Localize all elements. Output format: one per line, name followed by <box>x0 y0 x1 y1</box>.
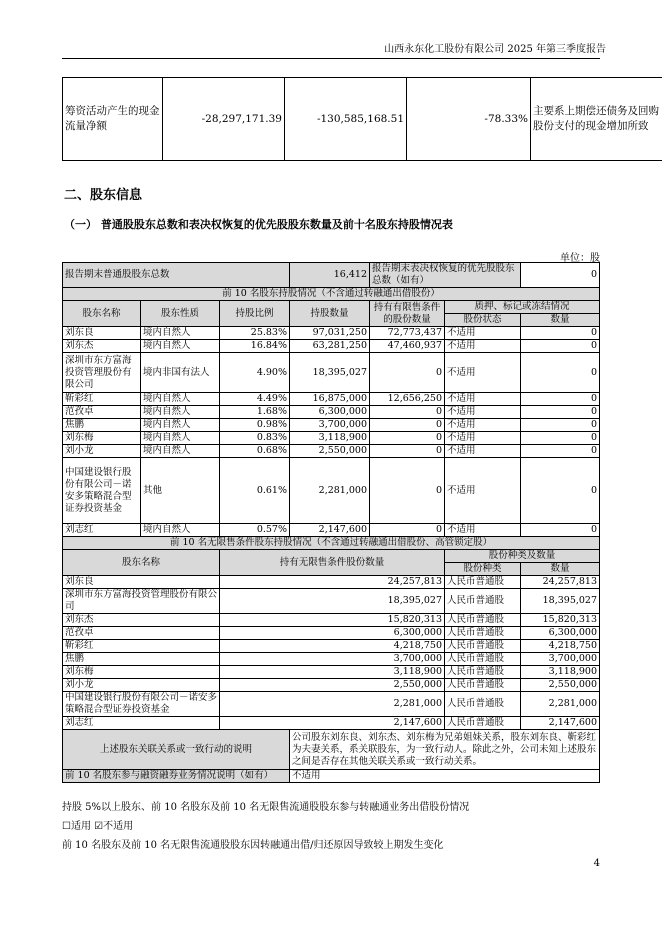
shareholder-nature: 境内自然人 <box>141 327 220 340</box>
shareholder-table <box>62 262 600 783</box>
shareholder-row <box>63 458 600 524</box>
relation-label: 上述股东关联关系或一致行动的说明 <box>63 730 290 770</box>
shareholder-restricted: 0 <box>370 458 445 524</box>
shareholder-restricted: 0 <box>370 406 445 419</box>
unrestricted-name: 靳彩红 <box>63 640 220 653</box>
unrestricted-qty: 15,820,313 <box>220 614 445 627</box>
unrestricted-qty: 4,218,750 <box>220 640 445 653</box>
margin-label: 前 10 名股东参与融资融券业务情况说明（如有） <box>63 770 290 783</box>
unrestricted-name: 深圳市东方富海投资管理股份有限公司 <box>63 589 220 614</box>
unrestricted-qty: 3,700,000 <box>220 653 445 666</box>
shareholder-restricted: 0 <box>370 524 445 537</box>
shareholder-qty: 63,281,250 <box>290 340 370 353</box>
shareholder-name: 中国建设银行股份有限公司－诺安多策略混合型证券投资基金 <box>63 458 141 524</box>
unrestricted-row <box>63 614 600 627</box>
shareholder-row <box>63 340 600 353</box>
unrestricted-kind: 人民币普通股 <box>445 640 521 653</box>
u-col-header-kind: 股份种类 <box>445 563 521 576</box>
cashflow-reason: 主要系上期偿还债务及回购股份支付的现金增加所致 <box>531 78 662 161</box>
shareholder-nature: 境内自然人 <box>141 406 220 419</box>
page-number: 4 <box>593 858 600 869</box>
u-col-header-name: 股东名称 <box>63 550 220 576</box>
shareholder-status: 不适用 <box>445 393 521 406</box>
unrestricted-title: 前 10 名无限售条件股东持股情况（不含通过转融通出借股份、高管锁定股） <box>63 537 600 550</box>
note-applicability: ☐适用 ☑不适用 <box>62 821 134 832</box>
unrestricted-row <box>63 692 600 717</box>
shareholder-qty: 3,118,900 <box>290 432 370 445</box>
unrestricted-qty: 2,281,000 <box>220 692 445 717</box>
shareholder-ratio: 16.84% <box>220 340 290 353</box>
shareholder-nature: 境内自然人 <box>141 445 220 458</box>
shareholder-name: 刘东梅 <box>63 432 141 445</box>
col-header-ratio: 持股比例 <box>220 301 290 327</box>
unrestricted-row <box>63 717 600 730</box>
shareholder-nature: 其他 <box>141 458 220 524</box>
note-securities-lending: 持股 5%以上股东、前 10 名股东及前 10 名无限售流通股股东参与转融通业务出借股份情况 <box>62 802 470 813</box>
unrestricted-kind: 人民币普通股 <box>445 653 521 666</box>
shareholder-name: 刘东良 <box>63 327 141 340</box>
unrestricted-kind: 人民币普通股 <box>445 627 521 640</box>
unrestricted-row <box>63 589 600 614</box>
shareholder-restricted: 0 <box>370 445 445 458</box>
shareholder-nature: 境内自然人 <box>141 393 220 406</box>
col-header-pledge: 质押、标记或冻结情况 <box>445 301 600 314</box>
unrestricted-amount: 3,118,900 <box>521 666 600 679</box>
shareholder-pledge-amount: 0 <box>521 524 600 537</box>
col-header-nature: 股东性质 <box>141 301 220 327</box>
shareholder-name: 刘小龙 <box>63 445 141 458</box>
shareholder-qty: 18,395,027 <box>290 353 370 393</box>
shareholder-ratio: 0.68% <box>220 445 290 458</box>
unrestricted-name: 中国建设银行股份有限公司－诺安多策略混合型证券投资基金 <box>63 692 220 717</box>
shareholder-row <box>63 524 600 537</box>
unrestricted-kind: 人民币普通股 <box>445 717 521 730</box>
shareholder-name: 靳彩红 <box>63 393 141 406</box>
shareholder-ratio: 25.83% <box>220 327 290 340</box>
unit-label: 单位：股 <box>560 253 600 264</box>
shareholder-name: 刘东杰 <box>63 340 141 353</box>
unrestricted-amount: 24,257,813 <box>521 576 600 589</box>
unrestricted-name: 范孜卓 <box>63 627 220 640</box>
shareholder-pledge-amount: 0 <box>521 340 600 353</box>
shareholder-qty: 3,700,000 <box>290 419 370 432</box>
cashflow-current: -28,297,171.39 <box>163 78 285 161</box>
shareholder-pledge-amount: 0 <box>521 458 600 524</box>
margin-text: 不适用 <box>290 770 600 783</box>
shareholder-restricted: 0 <box>370 353 445 393</box>
unrestricted-amount: 15,820,313 <box>521 614 600 627</box>
total-holders-value: 16,412 <box>290 263 370 288</box>
u-col-header-amount: 数量 <box>521 563 600 576</box>
col-header-status: 股份状态 <box>445 314 521 327</box>
shareholder-ratio: 4.90% <box>220 353 290 393</box>
report-header: 山西永东化工股份有限公司 2025 年第三季度报告 <box>384 44 606 55</box>
shareholder-restricted: 72,773,437 <box>370 327 445 340</box>
shareholder-pledge-amount: 0 <box>521 419 600 432</box>
unrestricted-amount: 3,700,000 <box>521 653 600 666</box>
shareholder-qty: 16,875,000 <box>290 393 370 406</box>
unrestricted-row <box>63 627 600 640</box>
unrestricted-qty: 6,300,000 <box>220 627 445 640</box>
note-change: 前 10 名股东及前 10 名无限售流通股股东因转融通出借/归还原因导致较上期发生变化 <box>62 840 444 851</box>
shareholder-nature: 境内自然人 <box>141 419 220 432</box>
shareholder-restricted: 0 <box>370 432 445 445</box>
shareholder-status: 不适用 <box>445 419 521 432</box>
shareholder-row <box>63 327 600 340</box>
cashflow-previous: -130,585,168.51 <box>285 78 407 161</box>
col-header-name: 股东名称 <box>63 301 141 327</box>
shareholder-row <box>63 393 600 406</box>
cashflow-table <box>62 77 662 161</box>
unrestricted-qty: 2,147,600 <box>220 717 445 730</box>
shareholder-ratio: 0.61% <box>220 458 290 524</box>
shareholder-pledge-amount: 0 <box>521 393 600 406</box>
unrestricted-amount: 6,300,000 <box>521 627 600 640</box>
unrestricted-kind: 人民币普通股 <box>445 589 521 614</box>
section-title: 二、股东信息 <box>64 188 143 203</box>
unrestricted-kind: 人民币普通股 <box>445 692 521 717</box>
shareholder-row <box>63 419 600 432</box>
col-header-restricted: 持有有限售条件的股份数量 <box>370 301 445 327</box>
shareholder-qty: 2,550,000 <box>290 445 370 458</box>
total-holders-label: 报告期末普通股股东总数 <box>63 263 290 288</box>
unrestricted-amount: 2,281,000 <box>521 692 600 717</box>
shareholder-nature: 境内自然人 <box>141 340 220 353</box>
shareholder-pledge-amount: 0 <box>521 445 600 458</box>
unrestricted-row <box>63 640 600 653</box>
shareholder-status: 不适用 <box>445 458 521 524</box>
unrestricted-kind: 人民币普通股 <box>445 666 521 679</box>
shareholder-ratio: 0.57% <box>220 524 290 537</box>
shareholder-restricted: 47,460,937 <box>370 340 445 353</box>
unrestricted-kind: 人民币普通股 <box>445 614 521 627</box>
shareholder-ratio: 4.49% <box>220 393 290 406</box>
shareholder-qty: 2,147,600 <box>290 524 370 537</box>
u-col-header-type: 股份种类及数量 <box>445 550 600 563</box>
shareholder-ratio: 1.68% <box>220 406 290 419</box>
shareholder-status: 不适用 <box>445 445 521 458</box>
unrestricted-name: 刘志红 <box>63 717 220 730</box>
shareholder-qty: 6,300,000 <box>290 406 370 419</box>
top10-title: 前 10 名股东持股情况（不含通过转融通出借股份） <box>63 288 600 301</box>
pref-holders-value: 0 <box>521 263 600 288</box>
shareholder-status: 不适用 <box>445 353 521 393</box>
shareholder-ratio: 0.83% <box>220 432 290 445</box>
shareholder-row <box>63 353 600 393</box>
cashflow-change: -78.33% <box>407 78 531 161</box>
col-header-qty: 持股数量 <box>290 301 370 327</box>
shareholder-nature: 境内自然人 <box>141 524 220 537</box>
shareholder-pledge-amount: 0 <box>521 406 600 419</box>
shareholder-qty: 97,031,250 <box>290 327 370 340</box>
shareholder-row <box>63 406 600 419</box>
col-header-amount: 数量 <box>521 314 600 327</box>
unrestricted-name: 焦鹏 <box>63 653 220 666</box>
pref-holders-label: 报告期末表决权恢复的优先股股东总数（如有） <box>370 263 521 288</box>
unrestricted-name: 刘小龙 <box>63 679 220 692</box>
subsection-title: （一） 普通股股东总数和表决权恢复的优先股股东数量及前十名股东持股情况表 <box>64 218 453 231</box>
shareholder-status: 不适用 <box>445 432 521 445</box>
shareholder-name: 范孜卓 <box>63 406 141 419</box>
unrestricted-row <box>63 653 600 666</box>
shareholder-status: 不适用 <box>445 406 521 419</box>
shareholder-pledge-amount: 0 <box>521 327 600 340</box>
shareholder-qty: 2,281,000 <box>290 458 370 524</box>
shareholder-pledge-amount: 0 <box>521 432 600 445</box>
unrestricted-qty: 3,118,900 <box>220 666 445 679</box>
shareholder-nature: 境内非国有法人 <box>141 353 220 393</box>
unrestricted-qty: 24,257,813 <box>220 576 445 589</box>
shareholder-status: 不适用 <box>445 340 521 353</box>
unrestricted-amount: 18,395,027 <box>521 589 600 614</box>
shareholder-pledge-amount: 0 <box>521 353 600 393</box>
unrestricted-kind: 人民币普通股 <box>445 679 521 692</box>
unrestricted-name: 刘东梅 <box>63 666 220 679</box>
shareholder-ratio: 0.98% <box>220 419 290 432</box>
unrestricted-name: 刘东杰 <box>63 614 220 627</box>
unrestricted-row <box>63 679 600 692</box>
shareholder-nature: 境内自然人 <box>141 432 220 445</box>
unrestricted-row <box>63 666 600 679</box>
shareholder-row <box>63 432 600 445</box>
unrestricted-amount: 4,218,750 <box>521 640 600 653</box>
shareholder-status: 不适用 <box>445 327 521 340</box>
shareholder-name: 深圳市东方富海投资管理股份有限公司 <box>63 353 141 393</box>
relation-text: 公司股东刘东良、刘东杰、刘东梅为兄弟姐妹关系，股东刘东良、靳彩红为夫妻关系，系关联股东，为一致行动人。除此之外，公司未知上述股东之间是否存在其他关联关系或一致行动关系。 <box>290 730 600 770</box>
u-col-header-qty: 持有无限售条件股份数量 <box>220 550 445 576</box>
unrestricted-amount: 2,550,000 <box>521 679 600 692</box>
unrestricted-qty: 18,395,027 <box>220 589 445 614</box>
unrestricted-row <box>63 576 600 589</box>
unrestricted-amount: 2,147,600 <box>521 717 600 730</box>
unrestricted-qty: 2,550,000 <box>220 679 445 692</box>
shareholder-row <box>63 445 600 458</box>
unrestricted-kind: 人民币普通股 <box>445 576 521 589</box>
shareholder-restricted: 0 <box>370 419 445 432</box>
cashflow-label: 筹资活动产生的现金流量净额 <box>63 78 163 161</box>
summary-row <box>63 263 600 288</box>
shareholder-name: 刘志红 <box>63 524 141 537</box>
unrestricted-name: 刘东良 <box>63 576 220 589</box>
shareholder-restricted: 12,656,250 <box>370 393 445 406</box>
shareholder-name: 焦鹏 <box>63 419 141 432</box>
shareholder-status: 不适用 <box>445 524 521 537</box>
header-divider <box>62 58 600 59</box>
